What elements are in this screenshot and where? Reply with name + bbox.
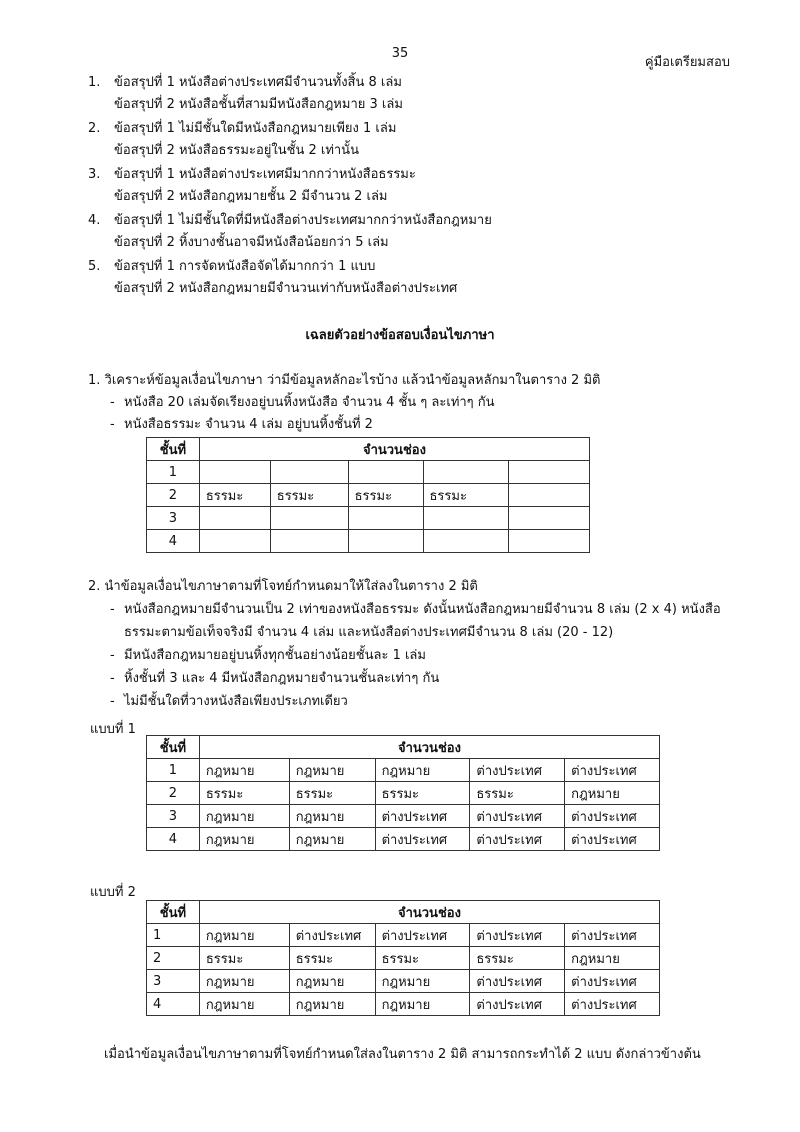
slot-cell bbox=[270, 530, 348, 553]
slot-cell: ต่างประเทศ bbox=[470, 993, 565, 1016]
slot-cell: ต่างประเทศ bbox=[565, 924, 660, 947]
step-2-bullet-4: - ไม่มีชั้นใดที่วางหนังสือเพียงประเภทเดียว bbox=[110, 694, 348, 709]
table-row bbox=[147, 924, 660, 947]
table-row bbox=[147, 970, 660, 993]
slot-cell: กฎหมาย bbox=[289, 828, 375, 851]
floor-cell: 3 bbox=[147, 507, 200, 530]
slot-cell bbox=[199, 461, 270, 484]
floor-header: ชั้นที่ bbox=[147, 438, 200, 461]
slot-cell: กฎหมาย bbox=[289, 805, 375, 828]
slot-cell: กฎหมาย bbox=[199, 993, 289, 1016]
choice-number: 4. bbox=[88, 213, 101, 228]
floor-header: ชั้นที่ bbox=[147, 901, 200, 924]
floor-cell: 2 bbox=[147, 947, 200, 970]
floor-cell: 3 bbox=[147, 805, 200, 828]
floor-cell: 4 bbox=[147, 993, 200, 1016]
pattern-1-label: แบบที่ 1 bbox=[90, 722, 136, 737]
slot-cell: ต่างประเทศ bbox=[470, 759, 565, 782]
slot-cell bbox=[509, 484, 590, 507]
choice-number: 2. bbox=[88, 121, 101, 136]
table-initial bbox=[146, 437, 590, 553]
choice-number: 1. bbox=[88, 75, 101, 90]
choice-conclusion-2: ข้อสรุปที่ 2 หนังสือกฎหมายมีจำนวนเท่ากับหนังสือต่างประเทศ bbox=[114, 281, 458, 296]
slot-cell bbox=[348, 530, 423, 553]
table-row bbox=[147, 759, 660, 782]
table-header-row bbox=[147, 736, 660, 759]
table-pattern-2 bbox=[146, 900, 660, 1016]
slot-cell: ต่างประเทศ bbox=[375, 924, 470, 947]
page-number: 35 bbox=[391, 46, 409, 61]
step-2-text: 2. นำข้อมูลเงื่อนไขภาษาตามที่โจทย์กำหนดมาให้ใส่ลงในตาราง 2 มิติ bbox=[88, 579, 478, 594]
slot-cell: กฎหมาย bbox=[289, 759, 375, 782]
table-row bbox=[147, 805, 660, 828]
slot-cell: ธรรมะ bbox=[199, 782, 289, 805]
slot-cell: กฎหมาย bbox=[375, 759, 470, 782]
choice-item-3 bbox=[88, 164, 416, 208]
slot-cell: ต่างประเทศ bbox=[470, 828, 565, 851]
slot-cell: ธรรมะ bbox=[470, 947, 565, 970]
slot-cell: กฎหมาย bbox=[199, 759, 289, 782]
slot-cell: ธรรมะ bbox=[199, 484, 270, 507]
choice-item-2 bbox=[88, 118, 396, 162]
choice-number: 5. bbox=[88, 259, 101, 274]
choice-item-5 bbox=[88, 256, 457, 300]
slot-cell: ต่างประเทศ bbox=[565, 993, 660, 1016]
choice-conclusion-1: ข้อสรุปที่ 1 หนังสือต่างประเทศมีจำนวนทั้งสิ้น 8 เล่ม bbox=[114, 75, 402, 90]
slot-cell: ธรรมะ bbox=[348, 484, 423, 507]
slot-cell bbox=[199, 507, 270, 530]
slot-cell: ต่างประเทศ bbox=[565, 805, 660, 828]
slot-cell: ธรรมะ bbox=[199, 947, 289, 970]
slot-cell: ธรรมะ bbox=[375, 947, 470, 970]
slot-cell: กฎหมาย bbox=[199, 805, 289, 828]
choice-conclusion-1: ข้อสรุปที่ 1 การจัดหนังสือจัดได้มากกว่า 1 แบบ bbox=[114, 259, 376, 274]
floor-cell: 1 bbox=[147, 461, 200, 484]
slot-cell bbox=[423, 507, 509, 530]
slots-header: จำนวนช่อง bbox=[199, 438, 589, 461]
slot-cell bbox=[199, 530, 270, 553]
slots-header: จำนวนช่อง bbox=[199, 736, 659, 759]
slot-cell: ต่างประเทศ bbox=[375, 805, 470, 828]
floor-cell: 4 bbox=[147, 828, 200, 851]
table-header-row bbox=[147, 438, 590, 461]
step-2-bullet-1-cont: ธรรมะตามข้อเท็จจริงมี จำนวน 4 เล่ม และหนังสือต่างประเทศมีจำนวน 8 เล่ม (20 - 12) bbox=[124, 625, 614, 640]
slot-cell bbox=[270, 461, 348, 484]
floor-header: ชั้นที่ bbox=[147, 736, 200, 759]
slot-cell: ต่างประเทศ bbox=[470, 970, 565, 993]
header-title: คู่มือเตรียมสอบ bbox=[644, 55, 730, 70]
table-row bbox=[147, 782, 660, 805]
choice-conclusion-1: ข้อสรุปที่ 1 หนังสือต่างประเทศมีมากกว่าหนังสือธรรมะ bbox=[114, 167, 416, 182]
slot-cell bbox=[348, 507, 423, 530]
step-2-bullet-2: - มีหนังสือกฎหมายอยู่บนหิ้งทุกชั้นอย่างน้อยชั้นละ 1 เล่ม bbox=[110, 648, 426, 663]
slot-cell: ธรรมะ bbox=[470, 782, 565, 805]
slot-cell: ธรรมะ bbox=[270, 484, 348, 507]
slot-cell: ต่างประเทศ bbox=[565, 759, 660, 782]
table-pattern-1 bbox=[146, 735, 660, 851]
slot-cell bbox=[423, 530, 509, 553]
slot-cell: ธรรมะ bbox=[289, 782, 375, 805]
choice-item-4 bbox=[88, 210, 492, 254]
slot-cell: ธรรมะ bbox=[375, 782, 470, 805]
table-row bbox=[147, 993, 660, 1016]
slot-cell: กฎหมาย bbox=[199, 924, 289, 947]
floor-cell: 3 bbox=[147, 970, 200, 993]
conclusion-text: เมื่อนำข้อมูลเงื่อนไขภาษาตามที่โจทย์กำหนดใส่ลงในตาราง 2 มิติ สามารถกระทำได้ 2 แบบ ดังกล่าวข้างต้น bbox=[104, 1047, 701, 1062]
slot-cell: ต่างประเทศ bbox=[565, 970, 660, 993]
floor-cell: 2 bbox=[147, 782, 200, 805]
step-1-bullet-1: - หนังสือ 20 เล่มจัดเรียงอยู่บนหิ้งหนังสือ จำนวน 4 ชั้น ๆ ละเท่าๆ กัน bbox=[110, 395, 495, 410]
slot-cell bbox=[509, 530, 590, 553]
choice-conclusion-2: ข้อสรุปที่ 2 หิ้งบางชั้นอาจมีหนังสือน้อยกว่า 5 เล่ม bbox=[114, 235, 389, 250]
slot-cell: ต่างประเทศ bbox=[375, 828, 470, 851]
slot-cell bbox=[348, 461, 423, 484]
slot-cell: ธรรมะ bbox=[423, 484, 509, 507]
slot-cell bbox=[509, 461, 590, 484]
table-row bbox=[147, 530, 590, 553]
slot-cell: กฎหมาย bbox=[289, 970, 375, 993]
slot-cell: ธรรมะ bbox=[289, 947, 375, 970]
floor-cell: 4 bbox=[147, 530, 200, 553]
choice-conclusion-1: ข้อสรุปที่ 1 ไม่มีชั้นใดมีหนังสือกฎหมายเพียง 1 เล่ม bbox=[114, 121, 397, 136]
choice-number: 3. bbox=[88, 167, 101, 182]
choice-conclusion-2: ข้อสรุปที่ 2 หนังสือกฎหมายชั้น 2 มีจำนวน 2 เล่ม bbox=[114, 189, 388, 204]
choice-conclusion-2: ข้อสรุปที่ 2 หนังสือธรรมะอยู่ในชั้น 2 เท่านั้น bbox=[114, 143, 359, 158]
choice-item-1 bbox=[88, 72, 403, 116]
slot-cell: ต่างประเทศ bbox=[470, 805, 565, 828]
slot-cell bbox=[270, 507, 348, 530]
slot-cell: กฎหมาย bbox=[565, 782, 660, 805]
slot-cell: กฎหมาย bbox=[199, 970, 289, 993]
pattern-2-label: แบบที่ 2 bbox=[90, 885, 136, 900]
choice-conclusion-1: ข้อสรุปที่ 1 ไม่มีชั้นใดที่มีหนังสือต่างประเทศมากกว่าหนังสือกฎหมาย bbox=[114, 213, 492, 228]
step-1-bullet-2: - หนังสือธรรมะ จำนวน 4 เล่ม อยู่บนหิ้งชั้นที่ 2 bbox=[110, 417, 373, 432]
slot-cell: ต่างประเทศ bbox=[470, 924, 565, 947]
choice-conclusion-2: ข้อสรุปที่ 2 หนังสือชั้นที่สามมีหนังสือกฎหมาย 3 เล่ม bbox=[114, 97, 403, 112]
table-header-row bbox=[147, 901, 660, 924]
slot-cell bbox=[423, 461, 509, 484]
slot-cell: กฎหมาย bbox=[375, 993, 470, 1016]
table-row bbox=[147, 947, 660, 970]
floor-cell: 1 bbox=[147, 924, 200, 947]
slot-cell: กฎหมาย bbox=[199, 828, 289, 851]
slot-cell: ต่างประเทศ bbox=[565, 828, 660, 851]
table-row bbox=[147, 461, 590, 484]
slots-header: จำนวนช่อง bbox=[199, 901, 659, 924]
table-row bbox=[147, 828, 660, 851]
slot-cell: กฎหมาย bbox=[375, 970, 470, 993]
table-row bbox=[147, 484, 590, 507]
slot-cell bbox=[509, 507, 590, 530]
floor-cell: 1 bbox=[147, 759, 200, 782]
step-2-bullet-1: - หนังสือกฎหมายมีจำนวนเป็น 2 เท่าของหนังสือธรรมะ ดังนั้นหนังสือกฎหมายมีจำนวน 8 เล่ม (2 x 4) หนังสือ bbox=[110, 602, 721, 617]
slot-cell: ต่างประเทศ bbox=[289, 924, 375, 947]
section-title: เฉลยตัวอย่างข้อสอบเงื่อนไขภาษา bbox=[305, 328, 495, 343]
step-1-text: 1. วิเคราะห์ข้อมูลเงื่อนไขภาษา ว่ามีข้อมูลหลักอะไรบ้าง แล้วนำข้อมูลหลักมาในตาราง 2 มิติ bbox=[88, 373, 601, 388]
slot-cell: กฎหมาย bbox=[289, 993, 375, 1016]
table-row bbox=[147, 507, 590, 530]
slot-cell: กฎหมาย bbox=[565, 947, 660, 970]
floor-cell: 2 bbox=[147, 484, 200, 507]
step-2-bullet-3: - หิ้งชั้นที่ 3 และ 4 มีหนังสือกฎหมายจำนวนชั้นละเท่าๆ กัน bbox=[110, 671, 440, 686]
